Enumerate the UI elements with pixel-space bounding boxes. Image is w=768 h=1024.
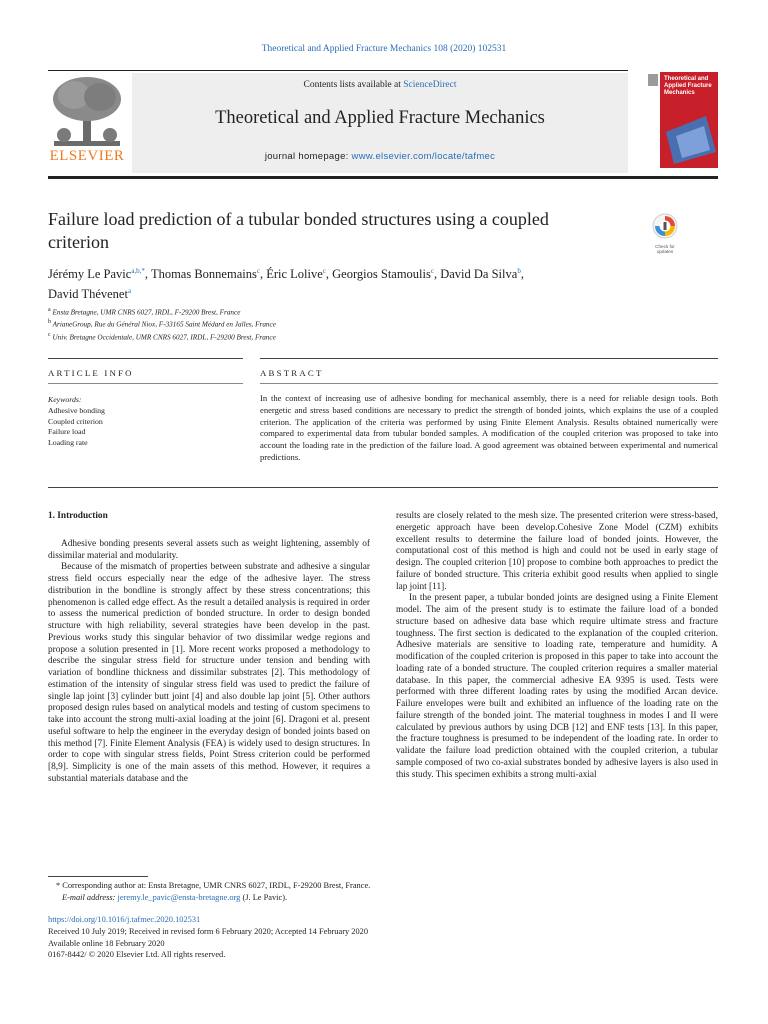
keywords-block xyxy=(48,395,243,449)
email-link[interactable]: jeremy.le_pavic@ensta-bretagne.org xyxy=(117,893,241,902)
homepage-line xyxy=(132,151,628,162)
body-column-left xyxy=(48,511,370,786)
doi-link[interactable]: https://doi.org/10.1016/j.tafmec.2020.102531 xyxy=(48,915,201,924)
article-info-top-rule xyxy=(48,358,243,359)
corresponding-author-note: * Corresponding author at: Ensta Bretagne, UMR CNRS 6027, IRDL, F-29200 Brest, France. xyxy=(56,881,371,890)
abstract-heading: ABSTRACT xyxy=(260,368,324,378)
email-suffix: (J. Le Pavic). xyxy=(240,893,288,902)
copyright: 0167-8442/ © 2020 Elsevier Ltd. All rights reserved. xyxy=(48,950,226,960)
header-bottom-rule xyxy=(48,176,718,179)
footnote-rule xyxy=(48,876,148,877)
body-column-right xyxy=(396,511,718,781)
sciencedirect-link[interactable]: ScienceDirect xyxy=(403,80,457,90)
paragraph: Adhesive bonding presents several assets such as weight lightening, assembly of dissimilar material and modularity. xyxy=(48,538,370,561)
header-top-rule xyxy=(48,70,628,71)
crossmark-label-2: updates xyxy=(656,249,674,254)
author[interactable]: David Thévenet$^a$ xyxy=(48,287,132,302)
contents-prefix: Contents lists available at xyxy=(303,80,404,90)
author[interactable]: Jérémy Le Pavic$^{a,b,*}$ xyxy=(48,267,145,282)
affiliation: $^c$ Univ. Bretagne Occidentale, UMR CNRS 6027, IRDL, F-29200 Brest, France xyxy=(48,331,276,342)
abstract-bottom-rule xyxy=(48,487,718,488)
paragraph: Because of the mismatch of properties between substrate and adhesive a singular stress field occurs especially near the edge of the adhesive layer. The stress distribution in the bondline is strongly affect by these stress concentrations; this phenomenon is called edge effect. As the result a detailed analysis is required in order to assess the numerical prediction of bonded structure. In order to design bonded structure with high reliability, several strategies have been develop in the past. Previous works study this singular behavior of two dissimilar wedge regions and propose a solution presented in [1]. More recent works proposed a methodology to describe the singular stress field for structure under tension and bending with variation of bondline thickness and dissimilar substrates [2]. This methodology of estimation of the intensity of singular stress field was used to predict the failure of single lap joint [3] cylinder butt joint [4] and also double lap joint [5]. Other authors proposed design rules based on analytical models and testing of custom specimens to take into account the strong multi-axial loading at the joint [6]. Dragoni et al. present useful software to help the engineer in the everyday design of bonded joints based on this method [7]. Finite Element Analysis (FEA) is widely used to design structures. In order to cope with singular stress fields, Point Stress criterion could be performed [8,9]. Simplicity is one of the main assets of this method. However, it requires a substantial materials database and the xyxy=(48,562,370,784)
crossmark-label-1: Check for xyxy=(655,244,675,249)
abstract-divider xyxy=(260,383,718,384)
contents-line xyxy=(132,80,628,90)
received-dates: Received 10 July 2019; Received in revised form 6 February 2020; Accepted 14 February 2020 xyxy=(48,926,369,936)
author[interactable]: David Da Silva$^b$ xyxy=(440,267,521,282)
affiliation: $^a$ Ensta Bretagne, UMR CNRS 6027, IRDL, F-29200 Brest, France xyxy=(48,307,241,317)
check-for-updates-badge[interactable] xyxy=(647,213,683,253)
publication-meta xyxy=(48,914,648,961)
keywords-label: Keywords: xyxy=(48,395,82,404)
cover-title: Theoretical and Applied Fracture Mechanics xyxy=(664,76,712,96)
affiliations xyxy=(48,305,648,342)
affiliation: $^b$ ArianeGroup, Rue du Général Niox, F-33165 Saint Médard en Jalles, France xyxy=(48,319,276,329)
homepage-link[interactable]: www.elsevier.com/locate/tafmec xyxy=(351,151,496,162)
journal-cover-image[interactable] xyxy=(646,72,718,168)
journal-reference[interactable]: Theoretical and Applied Fracture Mechanics 108 (2020) 102531 xyxy=(261,44,507,54)
keyword: Loading rate xyxy=(48,438,88,448)
crossmark-icon xyxy=(652,213,678,239)
author[interactable]: Georgios Stamoulis$^c$ xyxy=(332,267,434,282)
available-online: Available online 18 February 2020 xyxy=(48,938,165,948)
journal-title: Theoretical and Applied Fracture Mechanics xyxy=(215,108,545,128)
article-info-heading: ARTICLE INFO xyxy=(48,368,134,378)
paragraph: In the present paper, a tubular bonded joints are designed using a Finite Element model. The aim of the present study is to estimate the failure load of a bonded structure based on adhesive data base which require ultimate stress and fracture toughness. The first section is dedicated to the explanation of the coupled criterion. Adhesive materials are sensitive to loading rate, temperature and humidity. A modification of the coupled criterion is proposed in this paper to take into account the loading rate of a bonded structure. The coupled criterion requires a smaller material database. In this paper, the commercial adhesive EA 9395 is used. Tests were performed with three different loading rates by using the modified Arcan device. Failure envelopes were built and exhibited an influence of the loading rate on the failure strength of the bonded joint. The material toughness in modes I and II were calculated by previous authors by using DCB [12] and ENF tests [13]. In this paper, the fracture toughness is presumed to be independent of the loading rate. In order to validate the failure load prediction obtained with the coupled criterion, a tubular sample composed of two co-axial substrates bonded by adhesive layers is also used in this study. This specimen exhibits a strong multi-axial xyxy=(396,593,718,780)
author[interactable]: Éric Lolive$^c$ xyxy=(266,267,326,282)
homepage-prefix: journal homepage: xyxy=(264,151,352,162)
footnote-block xyxy=(48,880,648,904)
author-list: Jérémy Le Pavic$^{a,b,*}$, Thomas Bonnemains$^c$, Éric Lolive$^c$, Georgios Stamoulis$^c$, David Da Silva$^b$, David Thévenet$^a$ xyxy=(48,267,524,302)
email-label: E-mail address: xyxy=(62,893,118,902)
abstract-text: In the context of increasing use of adhesive bonding for mechanical assembly, there is a need for reliable design tools. Both energetic and stress based conditions are necessary to predict the strength of bonded joints, which explains the use of a coupled criterion. The application of the criteria was performed by using Finite Element Analysis. Results obtained numerically were compared to experimental data from tubular bonded samples. A modification of the coupled criterion was proposed to take into account the loading rate in the prediction of the failure load. A good agreement was obtained between experimental and numerical predictions. xyxy=(260,393,718,462)
keyword: Coupled criterion xyxy=(48,416,103,426)
article-info-divider xyxy=(48,383,243,384)
section-heading: 1. Introduction xyxy=(48,511,108,521)
article-title: Failure load prediction of a tubular bonded structures using a coupled criterion xyxy=(48,209,549,252)
elsevier-wordmark: ELSEVIER xyxy=(49,148,125,164)
email-line xyxy=(48,892,648,904)
abstract-top-rule xyxy=(260,358,718,359)
keyword: Adhesive bonding xyxy=(48,405,105,415)
paragraph: results are closely related to the mesh size. The presented criterion were stress-based, energetic approach have been develop.Cohesive Zone Model (CZM) exhibits excellent results to determine the failure load of bonded joints. However, the computational cost of this method is high and could not be used in early stage of design. The coupled criterion [10] propose to combine both approaches to predict the failure of bonded structure. This criteria exhibit good results when applied to single lap joint [11]. xyxy=(396,511,718,592)
author[interactable]: Thomas Bonnemains$^c$ xyxy=(150,267,260,282)
keyword: Failure load xyxy=(48,427,86,437)
